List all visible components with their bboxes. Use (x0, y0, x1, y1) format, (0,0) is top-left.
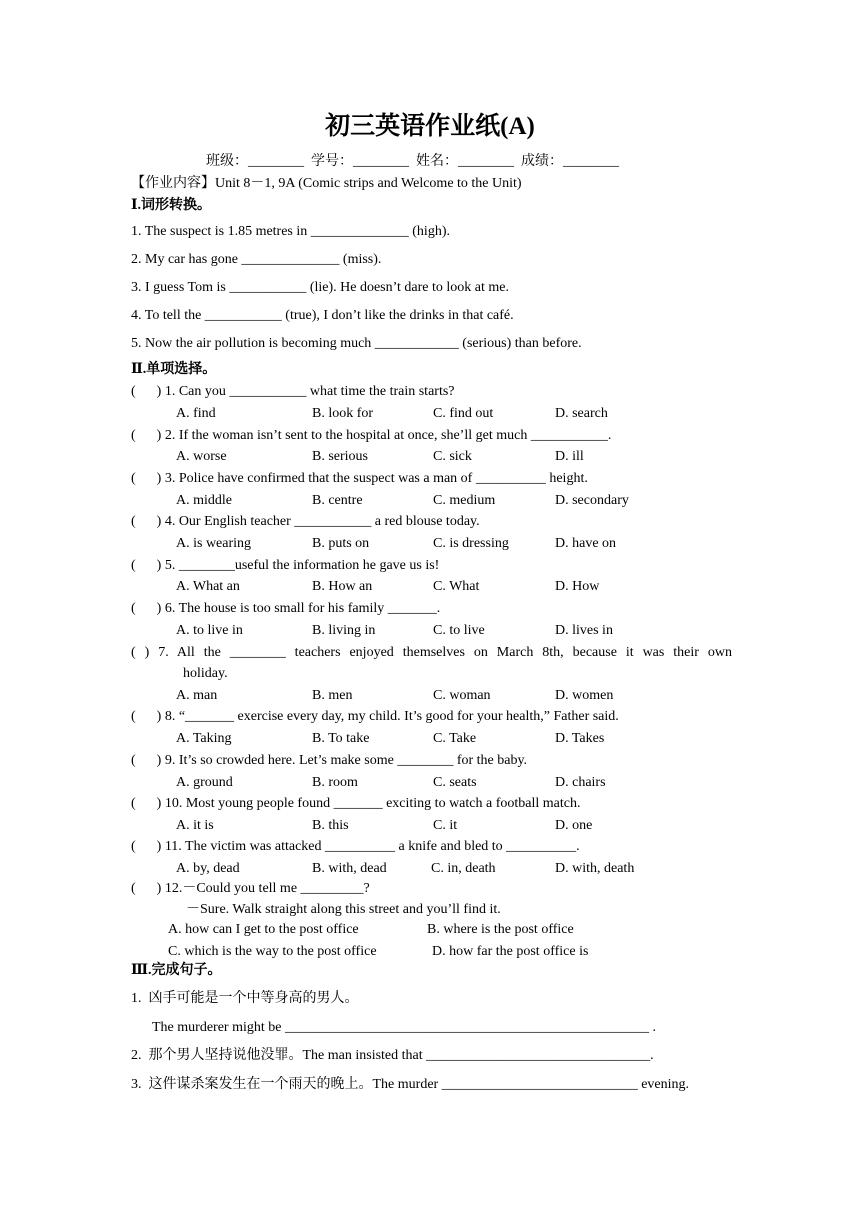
option-c: C. it (433, 818, 458, 833)
option-b: B. where is the post office (427, 922, 574, 937)
question-stem: ( ) 6. The house is too small for his family _______. (131, 601, 441, 616)
list-item: 3. I guess Tom is ___________ (lie). He doesn’t dare to look at me. (131, 280, 509, 295)
question-stem: ( ) 8. “_______ exercise every day, my child. It’s good for your health,” Father said. (131, 709, 619, 724)
question-stem: ( ) 4. Our English teacher ___________ a red blouse today. (131, 514, 480, 529)
option-a: A. find (176, 406, 216, 421)
list-item: The murderer might be ____________________________________________________ . (152, 1020, 656, 1035)
option-c: C. to live (433, 623, 485, 638)
option-d: D. women (555, 688, 614, 703)
option-c: C. woman (433, 688, 491, 703)
question-stem: ( ) 11. The victim was attacked __________ a knife and bled to __________. (131, 839, 580, 854)
option-b: B. room (312, 775, 358, 790)
option-b: B. centre (312, 493, 363, 508)
option-d: D. how far the post office is (432, 944, 589, 959)
option-a: A. ground (176, 775, 233, 790)
option-b: B. serious (312, 449, 368, 464)
list-item: 3. 这件谋杀案发生在一个雨天的晚上。The murder ____________________________ evening. (131, 1077, 690, 1092)
list-item: 5. Now the air pollution is becoming much ____________ (serious) than before. (131, 336, 582, 351)
question-stem: ( ) 5. ________useful the information he gave us is! (131, 558, 440, 573)
question-stem-continuation: holiday. (183, 666, 228, 681)
option-d: D. search (555, 406, 608, 421)
section-heading: Ⅰ.词形转换。 (131, 198, 212, 213)
option-b: B. men (312, 688, 353, 703)
option-d: D. ill (555, 449, 584, 464)
list-item: 1. The suspect is 1.85 metres in ______________ (high). (131, 224, 450, 239)
option-c: C. What (433, 579, 480, 594)
option-b: B. How an (312, 579, 373, 594)
option-c: C. sick (433, 449, 472, 464)
option-c: C. medium (433, 493, 496, 508)
list-item: 1. 凶手可能是一个中等身高的男人。 (131, 991, 359, 1006)
option-d: D. lives in (555, 623, 613, 638)
option-c: C. which is the way to the post office (168, 944, 377, 959)
question-stem: ( ) 2. If the woman isn’t sent to the hospital at once, she’ll get much ___________. (131, 428, 612, 443)
option-a: A. worse (176, 449, 227, 464)
list-item: 4. To tell the ___________ (true), I don’t like the drinks in that café. (131, 308, 514, 323)
option-b: B. look for (312, 406, 374, 421)
option-b: B. To take (312, 731, 370, 746)
list-item: 2. My car has gone ______________ (miss). (131, 252, 382, 267)
option-a: A. is wearing (176, 536, 252, 551)
question-stem: ( ) 3. Police have confirmed that the suspect was a man of __________ height. (131, 471, 588, 486)
option-c: C. seats (433, 775, 477, 790)
option-d: D. secondary (555, 493, 629, 508)
page-title: 初三英语作业纸(A) (325, 113, 535, 140)
question-stem-continuation: －Sure. Walk straight along this street and you’ll find it. (186, 902, 501, 917)
question-stem: ( ) 1. Can you ___________ what time the train starts? (131, 384, 455, 399)
option-c: C. in, death (431, 861, 496, 876)
option-c: C. is dressing (433, 536, 509, 551)
option-d: D. have on (555, 536, 617, 551)
question-stem: ( ) 9. It’s so crowded here. Let’s make some ________ for the baby. (131, 753, 528, 768)
option-a: A. it is (176, 818, 214, 833)
option-b: B. puts on (312, 536, 370, 551)
option-b: B. living in (312, 623, 376, 638)
option-a: A. to live in (176, 623, 243, 638)
option-d: D. chairs (555, 775, 606, 790)
question-stem: ( ) 7. All the ________ teachers enjoyed themselves on March 8th, because it was their own (131, 645, 732, 660)
option-c: C. Take (433, 731, 477, 746)
list-item: 2. 那个男人坚持说他没罪。The man insisted that ________________________________. (131, 1048, 654, 1063)
option-b: B. with, dead (312, 861, 387, 876)
option-d: D. one (555, 818, 593, 833)
option-a: A. how can I get to the post office (168, 922, 359, 937)
section-heading: Ⅱ.单项选择。 (131, 362, 217, 377)
option-a: A. What an (176, 579, 240, 594)
option-a: A. man (176, 688, 218, 703)
question-stem: ( ) 12.－Could you tell me _________? (131, 881, 370, 896)
student-info-line: 班级：________ 学号：________ 姓名：________ 成绩：________ (206, 154, 619, 169)
option-b: B. this (312, 818, 349, 833)
question-stem: ( ) 10. Most young people found _______ exciting to watch a football match. (131, 796, 581, 811)
option-a: A. by, dead (176, 861, 240, 876)
section-heading: Ⅲ.完成句子。 (131, 963, 222, 978)
option-d: D. with, death (555, 861, 635, 876)
option-a: A. Taking (176, 731, 232, 746)
option-d: D. How (555, 579, 600, 594)
option-d: D. Takes (555, 731, 605, 746)
option-a: A. middle (176, 493, 232, 508)
assignment-content: 【作业内容】Unit 8－1, 9A (Comic strips and Welcome to the Unit) (131, 176, 522, 191)
option-c: C. find out (433, 406, 494, 421)
